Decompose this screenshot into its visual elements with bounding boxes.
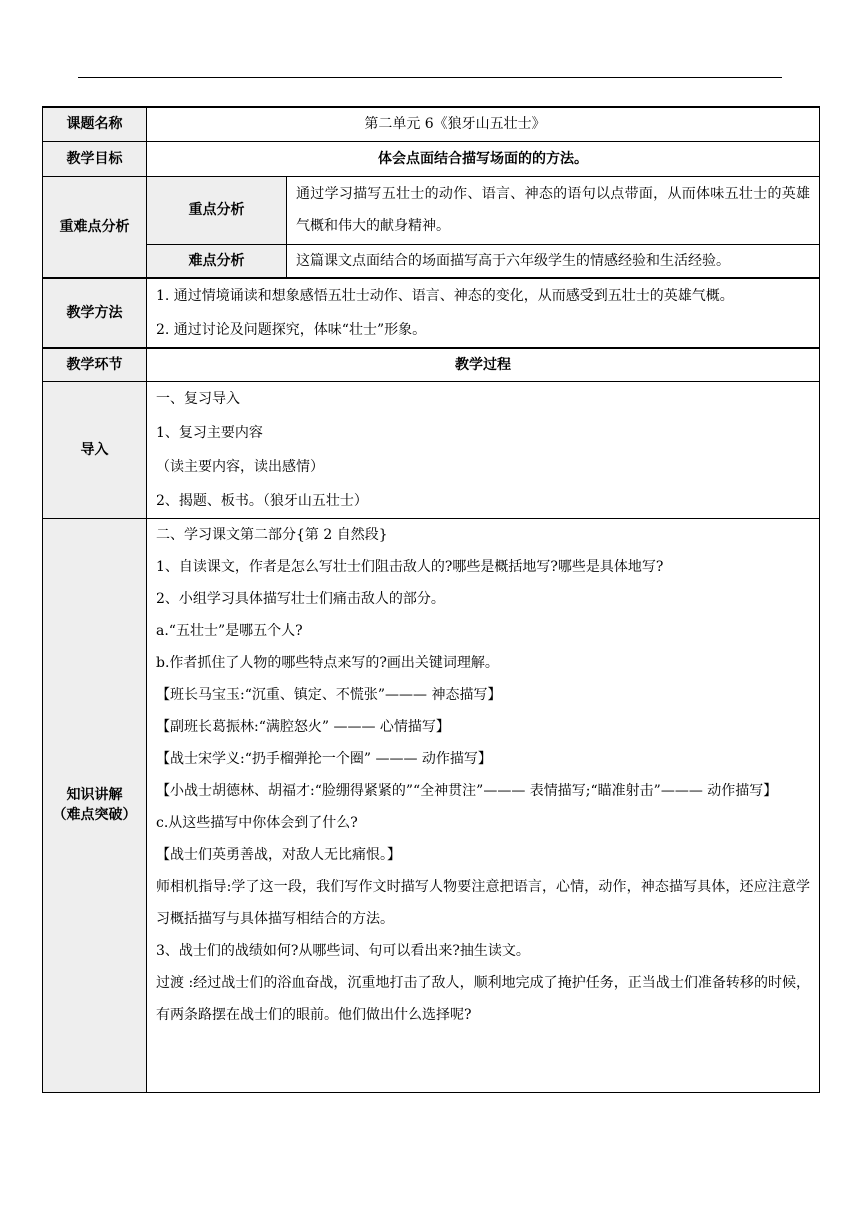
- knowledge-line: 二、学习课文第二部分{第 2 自然段}: [156, 526, 388, 543]
- method-item: 1. 通过情境诵读和想象感悟五壮士动作、语言、神态的变化，从而感受到五壮士的英雄气概。: [156, 288, 734, 304]
- knowledge-line: 【副班长葛振林:“满腔怒火” ——— 心情描写】: [156, 718, 450, 735]
- row-knowledge: [43, 518, 820, 1092]
- knowledge-line: 【班长马宝玉:“沉重、镇定、不慌张”——— 神态描写】: [156, 686, 502, 703]
- knowledge-line: 2、小组学习具体描写壮士们痛击敌人的部分。: [156, 590, 445, 607]
- knowledge-line: 师相机指导:学了这一段，我们写作文时描写人物要注意把语言，心情，动作，神态描写具体，还应注意学习概括描写与具体描写相结合的方法。: [156, 878, 811, 927]
- knowledge-label-line2: （难点突破）: [52, 807, 137, 823]
- difficulty-analysis-label: 难点分析: [147, 244, 287, 278]
- key-analysis-value: 通过学习描写五壮士的动作、语言、神态的语句以点带面，从而体味五壮士的英雄气概和伟大的献身精神。: [287, 176, 820, 244]
- knowledge-line: 【战士们英勇善战，对敌人无比痛恨。】: [156, 846, 401, 863]
- analysis-label: 重难点分析: [43, 176, 147, 278]
- course-name-text: 第二单元 6《狼牙山五壮士》: [364, 116, 546, 133]
- method-item: 2. 通过讨论及问题探究，体味“壮士”形象。: [156, 322, 427, 338]
- lesson-plan-table: [42, 106, 820, 1093]
- header-rule: [78, 77, 782, 78]
- knowledge-line: b.作者抓住了人物的哪些特点来写的?画出关键词理解。: [156, 654, 499, 671]
- course-name-value: [147, 107, 820, 141]
- intro-line: 2、揭题、板书。（狼牙山五壮士）: [156, 492, 368, 509]
- knowledge-line: c.从这些描写中你体会到了什么?: [156, 814, 358, 831]
- row-key-analysis: [43, 176, 820, 244]
- intro-line: 1、复习主要内容: [156, 424, 263, 441]
- knowledge-line: 1、自读课文，作者是怎么写壮士们阻击敌人的?哪些是概括地写?哪些是具体地写?: [156, 558, 664, 575]
- knowledge-content: [147, 518, 820, 1092]
- row-teaching-method: [43, 278, 820, 348]
- intro-line: 一、复习导入: [156, 390, 240, 407]
- teaching-goal-value: 体会点面结合描写场面的的方法。: [147, 141, 820, 176]
- knowledge-line: 过渡 :经过战士们的浴血奋战，沉重地打击了敌人，顺利地完成了掩护任务，正当战士们准备转移的时候，有两条路摆在战士们的眼前。他们做出什么选择呢?: [156, 974, 811, 1023]
- knowledge-line: a.“五壮士”是哪五个人?: [156, 622, 303, 639]
- teaching-method-label: 教学方法: [43, 278, 147, 348]
- intro-label: 导入: [43, 381, 147, 518]
- knowledge-label: [43, 518, 147, 1092]
- teaching-stage-header: 教学环节: [43, 348, 147, 381]
- knowledge-line: 【战士宋学义:“扔手榴弹抡一个圈” ——— 动作描写】: [156, 750, 492, 767]
- row-course-name: [43, 107, 820, 141]
- intro-content: [147, 381, 820, 518]
- knowledge-line: 3、战士们的战绩如何?从哪些词、句可以看出来?抽生读文。: [156, 942, 530, 959]
- difficulty-analysis-value: 这篇课文点面结合的场面描写高于六年级学生的情感经验和生活经验。: [287, 244, 820, 278]
- course-name-label: 课题名称: [43, 107, 147, 141]
- knowledge-line: 【小战士胡德林、胡福才:“脸绷得紧紧的”“全神贯注”——— 表情描写;“瞄准射击”——— 动作描写】: [156, 782, 778, 799]
- teaching-goal-label: 教学目标: [43, 141, 147, 176]
- teaching-process-header: 教学过程: [147, 348, 820, 381]
- intro-line: （读主要内容，读出感情）: [156, 458, 324, 475]
- row-section-headers: [43, 348, 820, 381]
- knowledge-label-line1: 知识讲解: [66, 787, 123, 803]
- teaching-method-value: [147, 278, 820, 348]
- key-analysis-label: 重点分析: [147, 176, 287, 244]
- row-teaching-goal: [43, 141, 820, 176]
- row-difficulty-analysis: [43, 244, 820, 278]
- row-intro: [43, 381, 820, 518]
